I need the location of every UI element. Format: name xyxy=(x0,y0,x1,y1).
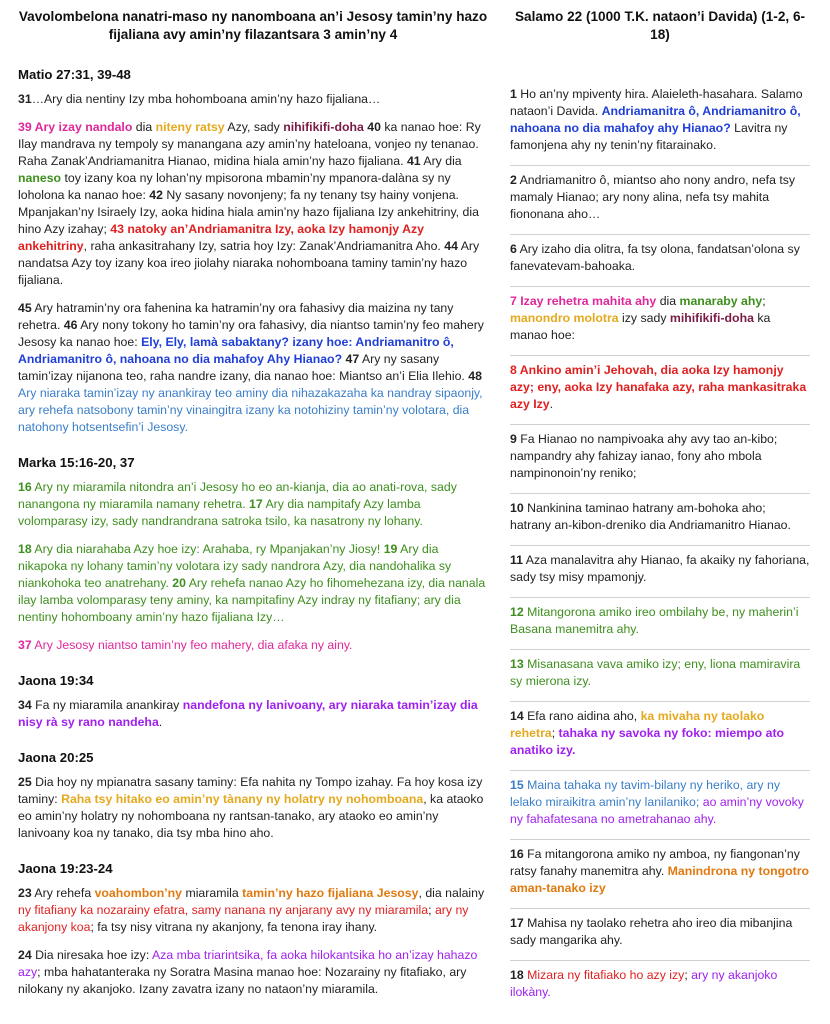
text-run: ary ny akanjony koa xyxy=(18,903,469,934)
text-run: . xyxy=(158,715,163,729)
text-run: 15 xyxy=(510,778,524,792)
verse-paragraph xyxy=(18,541,488,626)
text-run: Raha tsy hitako eo amin’ny tànany ny holatry ny nohomboana xyxy=(61,792,424,806)
section-heading: Jaona 19:23-24 xyxy=(18,861,113,876)
section-heading: Jaona 19:34 xyxy=(18,673,94,688)
text-run: dia xyxy=(132,120,156,134)
text-run: ; xyxy=(684,968,692,982)
text-run: 45 xyxy=(18,301,32,315)
text-run: 16 xyxy=(18,480,32,494)
text-run: voahombon’ny xyxy=(94,886,183,900)
gospel-column-title: Vavolombelona nanatri-maso ny nanomboana an’i Jesosy tamin’ny hazo fijaliana avy amin’ny filazantsara 3 amin’ny 4 xyxy=(18,9,488,42)
text-run: 48 xyxy=(468,369,482,383)
psalm-column-title: Salamo 22 (1000 T.K. nataon’i Davida) (1-2, 6-18) xyxy=(514,9,806,42)
verse-paragraph xyxy=(18,300,488,436)
text-run: 46 xyxy=(63,318,78,332)
text-run: 40 xyxy=(363,120,381,134)
text-run: , raha ankasitrahany Izy, satria hoy Izy: Zanak’Andriamanitra Aho. xyxy=(83,239,445,253)
verse-divider xyxy=(510,424,810,425)
text-run: Ho an’ny mpiventy hira. Alaieleth-hasahara. Salamo nataon’i Davida. xyxy=(510,87,803,118)
text-run: Nankinina taminao hatrany am-bohoka aho; hatrany an-kibon-dreniko dia Andriamanitro Hianao. xyxy=(510,501,791,532)
text-run: ny fitafiany ka nozarainy efatra, samy nanana ny anjarany avy ny miaramila xyxy=(18,903,429,917)
text-run: 17 xyxy=(510,916,524,930)
verse-paragraph xyxy=(18,697,488,731)
text-run: ; mba hahatanteraka ny Soratra Masina manao hoe: Nozarainy ny fitafiako, ary nilokany ny akanjoko. Izany zavatra izany no nataon’ny miaramila. xyxy=(18,965,467,996)
psalm-verse xyxy=(510,431,810,482)
verse-paragraph xyxy=(18,91,488,108)
section-heading: Matio 27:31, 39-48 xyxy=(18,67,131,82)
text-run: 11 xyxy=(510,553,523,567)
text-run: ka nanao hoe: Ry Ilay mandrava ny tempoly sy manangana azy amin’ny hateloana, vonjeo ny tenanao. Raha Zanak’Andriamanitra Hianao, midina hiala amin’ny hazo fijaliana. xyxy=(18,120,481,168)
psalm-verse xyxy=(510,552,810,586)
text-run: 2 xyxy=(510,173,517,187)
text-run: manaraby ahy xyxy=(679,294,763,308)
text-run: 7 xyxy=(510,294,517,308)
text-run: 14 xyxy=(510,709,524,723)
text-run: 18 xyxy=(18,542,32,556)
text-run: 37 xyxy=(18,638,32,652)
text-run: Dia hoy ny mpianatra sasany taminy: Efa nahita ny Tompo izahay. Fa hoy kosa izy taminy: xyxy=(18,775,483,806)
psalm-verse xyxy=(510,500,810,534)
text-run: nihifikifi-doha xyxy=(283,120,364,134)
text-run: 8 Ankino amin’i Jehovah, dia aoka Izy hamonjy azy; eny, aoka Izy hanafaka azy, raha mankasitraka azy Izy xyxy=(510,363,807,411)
text-run: ; xyxy=(551,726,559,740)
text-run: mihifikifi-doha xyxy=(669,311,754,325)
verse-divider xyxy=(510,597,810,598)
text-run: 31 xyxy=(18,92,32,106)
verse-divider xyxy=(510,770,810,771)
text-run: Andriamanitro ô, miantso aho nony andro, nefa tsy mamaly Hianao; ary nony alina, nefa tsy mahita fiononana aho… xyxy=(510,173,796,221)
text-run: 20 xyxy=(172,576,186,590)
text-run: Ary izay nandalo xyxy=(34,120,133,134)
text-run: ka manao hoe: xyxy=(510,311,771,342)
text-run: Andriamanitra ô, Andriamanitro ô, nahoana no dia mahafoy ahy Hianao? xyxy=(510,104,801,135)
text-run: 17 xyxy=(249,497,263,511)
text-run: tahaka ny savoka ny foko: miempo ato anatiko izy. xyxy=(510,726,785,757)
text-run: Aza manalavitra ahy Hianao, fa akaiky ny fahoriana, sady tsy misy mpamonjy. xyxy=(510,553,810,584)
text-run: ; xyxy=(762,294,766,308)
text-run: 25 xyxy=(18,775,32,789)
text-run: Ary ny sasany tamin’izay nijanona teo, raha nandre izany, dia nanao hoe: Miantso an’i Elia Ilehio. xyxy=(18,352,469,383)
text-run: Fa mitangorona amiko ny amboa, ny fiangonan’ny ratsy fanahy manemitra ahy. xyxy=(510,847,800,878)
psalm-verse xyxy=(510,604,810,638)
text-run: 47 xyxy=(342,352,360,366)
text-run: Mitangorona amiko ireo ombilahy be, ny maherin’i Basana manemitra ahy. xyxy=(510,605,799,636)
text-run: Ary hatramin’ny ora fahenina ka hatramin’ny ora fahasivy dia maizina ny tany rehetra. xyxy=(18,301,454,332)
text-run: 42 xyxy=(149,188,163,202)
text-run: Aza mba triarintsika, fa aoka hilokantsika ho an’izay hahazo azy xyxy=(18,948,478,979)
text-run: 18 xyxy=(510,968,524,982)
text-run: Ely, Ely, lamà sabaktany? izany hoe: Andriamanitro ô, Andriamanitro ô, nahoana no dia mahafoy Ahy Hianao? xyxy=(18,335,454,366)
text-run: naneso xyxy=(18,171,62,185)
text-run: Ary dia niarahaba Azy hoe izy: Arahaba, ry Mpanjakan’ny Jiosy! xyxy=(31,542,384,556)
verse-paragraph xyxy=(18,774,488,842)
text-run: Mizara ny fitafiako ho azy izy xyxy=(527,968,685,982)
text-run: nandefona ny lanivoany, ary niaraka tamin’izay dia nisy rà sy rano nandeha xyxy=(18,698,478,729)
text-run: 43 natoky an’Andriamanitra Izy, aoka Izy hamonjy Azy ankehitriny xyxy=(18,222,424,253)
text-run: 41 xyxy=(406,154,421,168)
text-run: Efa rano aidina aho, xyxy=(523,709,641,723)
psalm-title-spacer xyxy=(510,44,810,86)
text-run: Mahisa ny taolako rehetra aho ireo dia mibanjina sady mangarika ahy. xyxy=(510,916,793,947)
gospel-column xyxy=(18,8,488,1009)
psalm-verse xyxy=(510,172,810,223)
psalm-verse xyxy=(510,967,810,1001)
text-run: dia xyxy=(656,294,680,308)
verse-divider xyxy=(510,545,810,546)
text-run: tamin’ny hazo fijaliana Jesosy xyxy=(242,886,419,900)
verse-paragraph xyxy=(18,119,488,289)
section-heading: Marka 15:16-20, 37 xyxy=(18,455,135,470)
verse-paragraph xyxy=(18,637,488,654)
text-run: Azy, sady xyxy=(224,120,284,134)
verse-paragraph xyxy=(18,479,488,530)
verse-divider xyxy=(510,649,810,650)
text-run: . xyxy=(549,397,554,411)
text-run: izy sady xyxy=(618,311,670,325)
verse-divider xyxy=(510,493,810,494)
psalm-verse xyxy=(510,915,810,949)
text-run: Ary nony tokony ho tamin’ny ora fahasivy, dia niantso tamin’ny feo mahery Jesosy ka nanao hoe: xyxy=(18,318,484,349)
text-run: Ary nandatsa Azy toy izany koa ireo jiolahy niaraka nohomboana taminy tamin’ny hazo fijaliana. xyxy=(18,239,480,287)
text-run: Ary izaho dia olitra, fa tsy olona, fandatsan’olona sy fanevatevam-bahoaka. xyxy=(510,242,800,273)
text-run: 16 xyxy=(510,847,524,861)
verse-divider xyxy=(510,701,810,702)
psalm-column xyxy=(510,8,810,1012)
text-run: Fa Hianao no nampivoaka ahy avy tao an-kibo; nampandry ahy fahizay ianao, fony aho mbola nampinonoin’ny reniko; xyxy=(510,432,778,480)
text-run: 6 xyxy=(510,242,517,256)
text-run: ao amin’ny vovoky ny fahafatesana no ametrahanao ahy. xyxy=(510,795,804,826)
text-run: , dia nalainy xyxy=(418,886,485,900)
text-run: 39 xyxy=(18,120,35,134)
psalm-verse xyxy=(510,241,810,275)
text-run: Manindrona ny tongotro aman-tanako izy xyxy=(510,864,810,895)
psalm-verse xyxy=(510,86,810,154)
text-run: Ary rehefa xyxy=(31,886,95,900)
text-run: 1 xyxy=(510,87,517,101)
text-run: 10 xyxy=(510,501,524,515)
text-run: Fa ny miaramila anankiray xyxy=(31,698,183,712)
text-run: Maina tahaka ny tavim-bilany ny heriko, ary ny lelako miraikitra amin’ny lanilaniko; xyxy=(510,778,780,809)
text-run: ; xyxy=(428,903,435,917)
verse-divider xyxy=(510,839,810,840)
section-heading: Jaona 20:25 xyxy=(18,750,94,765)
text-run: Ary Jesosy niantso tamin’ny feo mahery, dia afaka ny ainy. xyxy=(31,638,353,652)
text-run: Ary dia nampitafy Azy lamba volomparasy izy, sady nandrandrana satroka tsilo, ka nasatrony ny lohany. xyxy=(18,497,423,528)
verse-divider xyxy=(510,355,810,356)
text-run: ary ny akanjoko ilokàny. xyxy=(510,968,778,999)
psalm-verse xyxy=(510,708,810,759)
text-run: 12 xyxy=(510,605,524,619)
psalm-verse xyxy=(510,846,810,897)
text-run: 19 xyxy=(383,542,398,556)
verse-paragraph xyxy=(18,885,488,936)
gospel-sections xyxy=(18,66,488,998)
psalm-verse xyxy=(510,777,810,828)
text-run: Misanasana vava amiko izy; eny, liona mamiravira sy mierona izy. xyxy=(510,657,801,688)
text-run: Ary dia xyxy=(420,154,462,168)
verse-paragraph xyxy=(18,947,488,998)
text-run: Ary rehefa nanao Azy ho fihomehezana izy, dia nanala ilay lamba volomparasy teny aminy, ka nampitafiny Azy indray ny fitafiany; ary dia nentiny hohomboany amin’ny hazo fijaliana Izy… xyxy=(18,576,486,624)
text-run: Ary niaraka tamin’izay ny anankiray teo aminy dia nihazakazaha ka nandray sipaonjy, ary rehefa natsobony tamin’ny vinaingitra izany ka notohiziny tamin’ny volotara, dia natohony hotsentsefin’i Jesosy. xyxy=(18,386,483,434)
text-run: 9 xyxy=(510,432,517,446)
text-run: 44 xyxy=(444,239,458,253)
psalm-verse xyxy=(510,362,810,413)
text-run: ; fa tsy nisy vitrana ny akanjony, fa tenona iray ihany. xyxy=(90,920,378,934)
psalm-verse xyxy=(510,656,810,690)
verse-divider xyxy=(510,908,810,909)
psalm-verse xyxy=(510,293,810,344)
text-run: Dia niresaka hoe izy: xyxy=(31,948,152,962)
text-run: Lavitra ny famonjena ahy ny tenin’ny fitarainako. xyxy=(510,121,788,152)
verse-divider xyxy=(510,960,810,961)
text-run: manondro molotra xyxy=(510,311,619,325)
text-run: Ary dia nikapoka ny lohany tamin’ny volotara izy sady nandrora Azy, dia nandohalika sy niankohoka teo anatrehany. xyxy=(18,542,452,590)
text-run: 24 xyxy=(18,948,32,962)
text-run: toy izany koa ny lohan’ny mpisorona mbamin’ny mpanora-dalàna sy ny loholona ka nanao hoe: xyxy=(18,171,451,202)
text-run: ka mivaha ny taolako rehetra xyxy=(510,709,765,740)
text-run: Ary ny miaramila nitondra an’i Jesosy ho eo an-kianja, dia ao anati-rova, sady nanangona ny miaramila namany rehetra. xyxy=(18,480,457,511)
verse-divider xyxy=(510,165,810,166)
text-run: 13 xyxy=(510,657,524,671)
text-run: , ka ataoko eo amin’ny holatry ny nohomboana ny rantsan-tanako, ary ataoko eo amin’ny lanivoany koa ny tanako, dia tsy mba hino aho. xyxy=(18,792,484,840)
verse-divider xyxy=(510,234,810,235)
verse-divider xyxy=(510,286,810,287)
text-run: …Ary dia nentiny Izy mba hohomboana amin’ny hazo fijaliana… xyxy=(31,92,381,106)
text-run: 23 xyxy=(18,886,32,900)
text-run: niteny ratsy xyxy=(155,120,225,134)
psalm-verses xyxy=(510,86,810,1001)
text-run: Ny sasany novonjeny; fa ny tenany tsy hainy vonjena. Mpanjakan’ny Isiraely Izy, aoka hidina hiala amin’ny hazo fijaliana Izy ankehitriny, dia hino Azy izahay; xyxy=(18,188,479,236)
text-run: 34 xyxy=(18,698,32,712)
text-run: Izay rehetra mahita ahy xyxy=(520,294,657,308)
text-run: miaramila xyxy=(182,886,243,900)
